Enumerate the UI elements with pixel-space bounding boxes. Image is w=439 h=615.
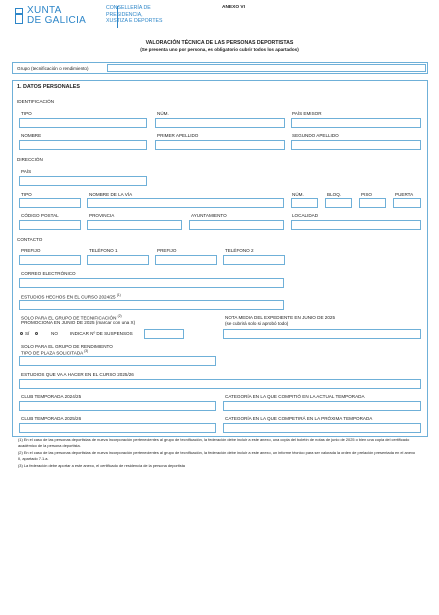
phone-1-label: TELÉFONO 1 [89, 248, 118, 253]
street-type-field[interactable] [19, 198, 81, 208]
tech-group-text: SOLO PARA EL GRUPO DE TECNIFICACIÓN [21, 315, 117, 321]
category-current-label: CATEGORÍA EN LA QUE COMPITIÓ EN LA ACTUAL TEMPORADA [225, 394, 365, 399]
street-number-field[interactable] [291, 198, 318, 208]
second-surname-field[interactable] [291, 140, 421, 150]
performance-group-line-1: SOLO PARA EL GRUPO DE RENDIMIENTO [21, 344, 113, 349]
municipality-field[interactable] [189, 220, 284, 230]
street-number-label: NÚM. [292, 192, 304, 197]
club-next-label: CLUB TEMPORADA 2025/26 [21, 416, 82, 421]
id-country-label: PAÍS EMISOR [292, 111, 322, 116]
category-current-field[interactable] [223, 401, 421, 411]
identification-heading: IDENTIFICACIÓN [17, 99, 55, 104]
first-name-label: NOMBRE [21, 133, 42, 138]
tech-group-line-2: PROMOCIONA EN JUNIO DE 2025 (marcar con una X) [21, 320, 136, 325]
club-current-label: CLUB TEMPORADA 2024/25 [21, 394, 82, 399]
grade-average-field[interactable] [223, 329, 421, 339]
tech-group-footnote: (2) [117, 314, 122, 318]
annex-label: ANEXO VI [222, 5, 245, 10]
street-name-label: NOMBRE DE LA VÍA [89, 192, 133, 197]
id-number-field[interactable] [155, 118, 285, 128]
studies-current-label [21, 293, 121, 300]
email-label: CORREO ELECTRÓNICO [21, 271, 76, 276]
second-surname-label: SEGUNDO APELLIDO [292, 133, 339, 138]
floor-field[interactable] [359, 198, 386, 208]
address-country-label: PAÍS [21, 169, 32, 174]
first-surname-label: PRIMER APELLIDO [157, 133, 199, 138]
phone-1-field[interactable] [87, 255, 149, 265]
studies-current-field[interactable] [19, 300, 284, 310]
street-name-field[interactable] [87, 198, 284, 208]
province-field[interactable] [87, 220, 182, 230]
footnote-2: (2) En el caso de las personas deportistas de nueva incorporación pertenecientes al grupo de tecnificación, la federación debe incluir a este anexo, un informe técnico para ser valorada la orden de prelación presentada en el anexo II, apartado 7.1.a. [18, 450, 416, 462]
failed-count-label: INDICAR Nº DE SUSPENSOS [70, 331, 133, 336]
footnote-3: (3) La federación debe aportar a este anexo, el certificado de residencia de la persona deportista [18, 463, 185, 468]
email-field[interactable] [19, 278, 284, 288]
footnote-1: (1) En el caso de las personas deportistas de nueva incorporación pertenecientes al grupo de tecnificación, la federación debe incluir a este anexo, una copia del boletín de notas de junio de 2025 o bien una copia del certificado académico de la persona deportista. [18, 437, 410, 449]
prefix-2-field[interactable] [155, 255, 217, 265]
performance-group-line-2 [21, 349, 88, 356]
logo-line-2: DE GALICIA [27, 15, 87, 26]
promotes-no-radio[interactable] [35, 332, 38, 335]
id-type-field[interactable] [19, 118, 147, 128]
grade-average-label-1: NOTA MEDIA DEL EXPEDIENTE EN JUNIO DE 2025 [225, 315, 336, 320]
first-surname-field[interactable] [155, 140, 285, 150]
phone-2-label: TELÉFONO 2 [225, 248, 254, 253]
studies-next-field[interactable] [19, 379, 421, 389]
prefix-1-field[interactable] [19, 255, 81, 265]
group-label: Grupo (tecnificación o rendimiento) [17, 65, 89, 71]
street-type-label: TIPO [21, 192, 32, 197]
id-country-field[interactable] [291, 118, 421, 128]
grade-average-label-2: (se cubrirá solo si aprobó todo) [225, 321, 289, 326]
logo-line-1: XUNTA [27, 5, 62, 16]
prefix-1-label: PREFIJO [21, 248, 41, 253]
club-next-field[interactable] [19, 423, 216, 433]
personal-data-heading: 1. DATOS PERSONALES [17, 84, 81, 90]
block-label: BLOQ. [327, 192, 342, 197]
xunta-logo [15, 6, 101, 28]
door-field[interactable] [393, 198, 421, 208]
postal-code-label: CÓDIGO POSTAL [21, 213, 59, 218]
club-current-field[interactable] [19, 401, 216, 411]
page-subtitle: (Se presenta uno por persona, es obligatorio cubrir todos los apartados) [140, 47, 299, 52]
studies-current-text: ESTUDIOS HECHOS EN EL CURSO 2024/25 [21, 294, 116, 300]
province-label: PROVINCIA [89, 213, 115, 218]
place-type-field[interactable] [19, 356, 216, 366]
place-type-text: TIPO DE PLAZA SOLICITADA [21, 350, 83, 356]
postal-code-field[interactable] [19, 220, 81, 230]
promotes-yes-radio[interactable] [20, 332, 23, 335]
place-type-footnote: (3) [84, 349, 89, 353]
group-field[interactable] [107, 64, 426, 72]
municipality-label: AYUNTAMIENTO [191, 213, 227, 218]
contact-heading: CONTACTO [17, 237, 43, 242]
first-name-field[interactable] [19, 140, 147, 150]
block-field[interactable] [325, 198, 352, 208]
address-heading: DIRECCIÓN [17, 157, 43, 162]
promotes-no-label: NO [51, 331, 58, 336]
category-next-label: CATEGORÍA EN LA QUE COMPETIRÁ EN LA PRÓXIMA TEMPORADA [225, 416, 373, 421]
prefix-2-label: PREFIJO [157, 248, 177, 253]
page-title: VALORACIÓN TÉCNICA DE LAS PERSONAS DEPORTISTAS [145, 40, 294, 46]
id-type-label: TIPO [21, 111, 32, 116]
floor-label: PISO [361, 192, 372, 197]
failed-count-field[interactable] [144, 329, 184, 339]
id-number-label: NÚM. [157, 111, 169, 116]
locality-label: LOCALIDAD [292, 213, 319, 218]
studies-current-footnote: (1) [116, 293, 121, 297]
department-line-1: CONSELLERÍA DE [106, 5, 151, 11]
phone-2-field[interactable] [223, 255, 285, 265]
address-country-field[interactable] [19, 176, 147, 186]
promotes-yes-label: SÍ [25, 331, 30, 336]
category-next-field[interactable] [223, 423, 421, 433]
studies-next-label: ESTUDIOS QUE VA A HACER EN EL CURSO 2025/26 [21, 372, 134, 377]
door-label: PUERTA [395, 192, 414, 197]
department-line-2: PRESIDENCIA, [106, 11, 143, 18]
locality-field[interactable] [291, 220, 421, 230]
department-line-3: XUSTIZA E DEPORTES [106, 18, 163, 24]
flag-icon [15, 8, 23, 24]
